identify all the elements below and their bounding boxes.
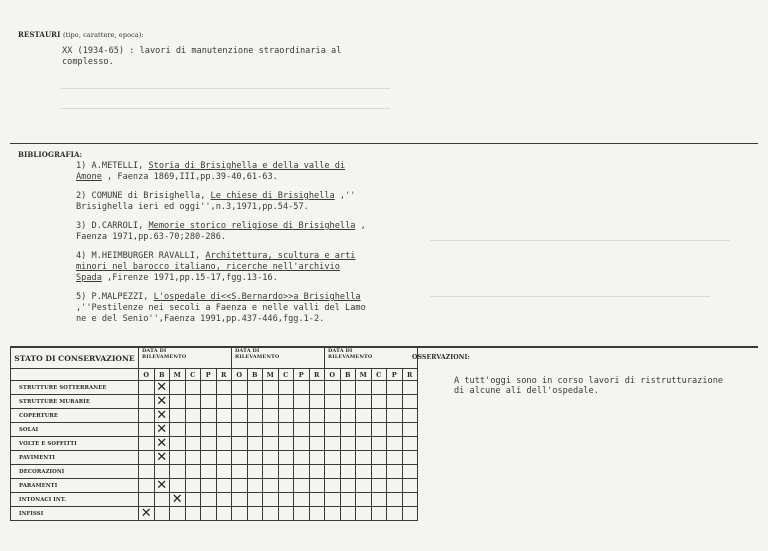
stato-cell-c[interactable]: [371, 465, 387, 479]
bibliografia-item: [76, 292, 396, 325]
stato-cell-o[interactable]: [139, 423, 155, 437]
stato-cell-p[interactable]: [387, 479, 403, 493]
stato-cell-r[interactable]: [216, 465, 232, 479]
bib-details: ,'' Brisighella ieri ed oggi'',n.3,1971,pp.54-57.: [76, 191, 356, 212]
bib-author: M.HEIMBURGER RAVALLI,: [91, 251, 206, 261]
stato-cell-m[interactable]: [356, 423, 372, 437]
stato-cell-p[interactable]: [201, 381, 217, 395]
stato-cell-p[interactable]: [201, 479, 217, 493]
stato-cell-c[interactable]: [185, 465, 201, 479]
stato-cell-p[interactable]: [201, 465, 217, 479]
stato-cell-m[interactable]: [356, 381, 372, 395]
stato-cell-b[interactable]: [154, 437, 170, 451]
stato-title: STATO DI CONSERVAZIONE: [11, 348, 139, 369]
bib-author: COMUNE di Brisighella,: [91, 191, 211, 201]
stato-cell-c[interactable]: [185, 507, 201, 521]
code-header-m: M: [263, 369, 279, 381]
stato-cell-o[interactable]: [139, 479, 155, 493]
stato-row: [11, 465, 418, 479]
stato-cell-c[interactable]: [278, 493, 294, 507]
bib-number: 3): [76, 221, 87, 231]
stato-cell-c[interactable]: [371, 381, 387, 395]
bleed-line: [430, 296, 710, 297]
stato-cell-p[interactable]: [387, 507, 403, 521]
stato-cell-b[interactable]: [340, 423, 356, 437]
code-header-c: C: [185, 369, 201, 381]
stato-cell-m[interactable]: [356, 493, 372, 507]
stato-cell-m[interactable]: [263, 381, 279, 395]
stato-cell-o[interactable]: [139, 493, 155, 507]
stato-cell-p[interactable]: [387, 451, 403, 465]
stato-cell-p[interactable]: [201, 423, 217, 437]
stato-cell-p[interactable]: [294, 451, 310, 465]
check-mark-icon: ✕: [156, 379, 168, 395]
stato-cell-r[interactable]: [309, 409, 325, 423]
stato-cell-p[interactable]: [294, 465, 310, 479]
stato-cell-o[interactable]: [139, 395, 155, 409]
stato-cell-r[interactable]: [216, 423, 232, 437]
data-rilevamento-2: [232, 348, 325, 369]
stato-cell-o[interactable]: [139, 409, 155, 423]
stato-cell-m[interactable]: [356, 451, 372, 465]
stato-cell-p[interactable]: [387, 465, 403, 479]
stato-cell-r[interactable]: [216, 437, 232, 451]
code-header-r: R: [402, 369, 418, 381]
bleed-line: [60, 88, 390, 89]
stato-cell-c[interactable]: [185, 423, 201, 437]
stato-cell-c[interactable]: [371, 437, 387, 451]
stato-cell-c[interactable]: [371, 395, 387, 409]
stato-row-label: COPERTURE: [11, 409, 139, 423]
check-mark-icon: ✕: [156, 421, 168, 437]
stato-row-label: STRUTTURE SOTTERRANEE: [11, 381, 139, 395]
stato-cell-m[interactable]: [263, 437, 279, 451]
group-label: DATA DI RILEVAMENTO: [142, 348, 187, 360]
stato-cell-c[interactable]: [371, 409, 387, 423]
stato-cell-m[interactable]: [263, 507, 279, 521]
stato-row: [11, 451, 418, 465]
stato-cell-b[interactable]: [247, 451, 263, 465]
bib-title: Architettura, scultura e arti minori nel barocco italiano, ricerche nell'archivio Spada: [76, 251, 356, 283]
stato-cell-p[interactable]: [201, 409, 217, 423]
code-header-r: R: [216, 369, 232, 381]
stato-cell-b[interactable]: [247, 409, 263, 423]
stato-cell-p[interactable]: [294, 479, 310, 493]
stato-cell-r[interactable]: [309, 381, 325, 395]
osservazioni-heading: OSSERVAZIONI:: [412, 354, 470, 361]
stato-cell-p[interactable]: [387, 395, 403, 409]
code-header-m: M: [170, 369, 186, 381]
bib-number: 5): [76, 292, 87, 302]
stato-cell-m[interactable]: [263, 409, 279, 423]
stato-cell-o[interactable]: [325, 437, 341, 451]
stato-row-label: INTONACI INT.: [11, 493, 139, 507]
stato-cell-b[interactable]: [247, 437, 263, 451]
stato-cell-r[interactable]: [216, 493, 232, 507]
check-mark-icon: ✕: [171, 491, 183, 507]
stato-cell-r[interactable]: [216, 395, 232, 409]
stato-cell-m[interactable]: [170, 381, 186, 395]
stato-cell-o[interactable]: [139, 381, 155, 395]
stato-rows: [11, 381, 418, 521]
stato-cell-p[interactable]: [294, 395, 310, 409]
code-header-b: B: [340, 369, 356, 381]
stato-cell-c[interactable]: [278, 437, 294, 451]
stato-cell-b[interactable]: [247, 465, 263, 479]
stato-cell-m[interactable]: [170, 479, 186, 493]
stato-cell-c[interactable]: [371, 451, 387, 465]
check-mark-icon: ✕: [156, 393, 168, 409]
stato-row: [11, 479, 418, 493]
stato-cell-c[interactable]: [278, 409, 294, 423]
stato-cell-o[interactable]: [232, 409, 248, 423]
data-rilevamento-3: [325, 348, 418, 369]
code-header-spacer: [11, 369, 139, 381]
stato-cell-m[interactable]: [170, 423, 186, 437]
stato-cell-c[interactable]: [371, 423, 387, 437]
stato-cell-m[interactable]: [356, 465, 372, 479]
stato-cell-c[interactable]: [185, 395, 201, 409]
stato-cell-m[interactable]: [263, 395, 279, 409]
check-mark-icon: ✕: [140, 505, 152, 521]
stato-cell-p[interactable]: [387, 493, 403, 507]
code-header-b: B: [154, 369, 170, 381]
stato-cell-c[interactable]: [278, 465, 294, 479]
bibliografia-item: [76, 251, 396, 284]
stato-cell-m[interactable]: [170, 493, 186, 507]
stato-cell-r[interactable]: [216, 451, 232, 465]
stato-cell-p[interactable]: [387, 437, 403, 451]
stato-cell-r[interactable]: [309, 479, 325, 493]
code-header-p: P: [294, 369, 310, 381]
stato-row: [11, 493, 418, 507]
stato-cell-r[interactable]: [216, 507, 232, 521]
stato-cell-o[interactable]: [232, 381, 248, 395]
code-header-o: O: [232, 369, 248, 381]
stato-row-label: PARAMENTI: [11, 479, 139, 493]
stato-cell-b[interactable]: [247, 479, 263, 493]
stato-cell-o[interactable]: [139, 465, 155, 479]
stato-cell-o[interactable]: [232, 493, 248, 507]
stato-cell-b[interactable]: [340, 437, 356, 451]
stato-cell-p[interactable]: [201, 493, 217, 507]
stato-row: [11, 381, 418, 395]
stato-cell-m[interactable]: [263, 465, 279, 479]
stato-cell-o[interactable]: [232, 423, 248, 437]
stato-cell-m[interactable]: [170, 437, 186, 451]
stato-cell-b[interactable]: [340, 409, 356, 423]
stato-row-label: VOLTE E SOFFITTI: [11, 437, 139, 451]
bib-title: Le chiese di Brisighella: [210, 191, 335, 201]
code-header-p: P: [387, 369, 403, 381]
stato-cell-m[interactable]: [356, 437, 372, 451]
bibliografia-item: [76, 161, 396, 183]
stato-cell-m[interactable]: [170, 395, 186, 409]
stato-cell-o[interactable]: [325, 493, 341, 507]
restauri-text: XX (1934-65) : lavori di manutenzione straordinaria al complesso.: [62, 46, 342, 67]
bib-details: ,Firenze 1971,pp.15-17,fgg.13-16.: [101, 273, 278, 283]
stato-cell-o[interactable]: [325, 465, 341, 479]
stato-cell-r[interactable]: [309, 451, 325, 465]
stato-row: [11, 507, 418, 521]
stato-cell-c[interactable]: [278, 395, 294, 409]
code-header-m: M: [356, 369, 372, 381]
stato-cell-b[interactable]: [247, 395, 263, 409]
bib-author: P.MALPEZZI,: [91, 292, 154, 302]
stato-cell-r[interactable]: [309, 395, 325, 409]
stato-row-label: INFISSI: [11, 507, 139, 521]
code-header-p: P: [201, 369, 217, 381]
stato-cell-b[interactable]: [340, 465, 356, 479]
bibliografia-item: [76, 191, 396, 213]
code-header-c: C: [371, 369, 387, 381]
stato-row-label: SOLAI: [11, 423, 139, 437]
stato-cell-b[interactable]: [154, 479, 170, 493]
stato-cell-p[interactable]: [387, 381, 403, 395]
stato-cell-m[interactable]: [356, 507, 372, 521]
stato-row: [11, 423, 418, 437]
stato-cell-o[interactable]: [232, 395, 248, 409]
stato-conservazione-table: [10, 347, 418, 521]
code-header-c: C: [278, 369, 294, 381]
stato-cell-m[interactable]: [356, 395, 372, 409]
stato-cell-m[interactable]: [356, 479, 372, 493]
stato-cell-b[interactable]: [154, 381, 170, 395]
bib-title: Memorie storico religiose di Brisighella: [148, 221, 356, 231]
code-header-o: O: [139, 369, 155, 381]
stato-cell-b[interactable]: [247, 381, 263, 395]
stato-cell-p[interactable]: [294, 381, 310, 395]
stato-cell-r[interactable]: [309, 437, 325, 451]
restauri-subtitle: (tipo, carattere, epoca):: [63, 31, 144, 39]
stato-cell-b[interactable]: [247, 507, 263, 521]
code-header-b: B: [247, 369, 263, 381]
stato-cell-m[interactable]: [170, 465, 186, 479]
check-mark-icon: ✕: [156, 449, 168, 465]
bib-number: 1): [76, 161, 87, 171]
stato-cell-c[interactable]: [185, 437, 201, 451]
code-header-row: [11, 369, 418, 381]
stato-cell-c[interactable]: [278, 423, 294, 437]
stato-cell-c[interactable]: [185, 381, 201, 395]
stato-cell-b[interactable]: [154, 409, 170, 423]
bibliografia-heading: BIBLIOGRAFIA:: [18, 150, 83, 159]
check-mark-icon: ✕: [156, 435, 168, 451]
stato-cell-p[interactable]: [387, 423, 403, 437]
bib-details: , Faenza 1971,pp.63-70;280-286.: [76, 221, 366, 242]
stato-cell-b[interactable]: [340, 493, 356, 507]
bib-author: A.METELLI,: [91, 161, 149, 171]
bibliografia-item: [76, 221, 396, 243]
stato-cell-p[interactable]: [387, 409, 403, 423]
restauri-title: RESTAURI: [18, 30, 61, 39]
group-label: DATA DI RILEVAMENTO: [235, 348, 280, 360]
stato-cell-m[interactable]: [263, 423, 279, 437]
osservazioni-box: [406, 347, 758, 548]
stato-cell-m[interactable]: [263, 479, 279, 493]
stato-cell-p[interactable]: [201, 451, 217, 465]
stato-cell-m[interactable]: [170, 507, 186, 521]
stato-cell-c[interactable]: [278, 507, 294, 521]
bib-details: , Faenza 1869,III,pp.39-40,61-63.: [101, 172, 278, 182]
stato-cell-r[interactable]: [216, 381, 232, 395]
stato-cell-o[interactable]: [325, 507, 341, 521]
stato-cell-o[interactable]: [232, 507, 248, 521]
bib-number: 2): [76, 191, 87, 201]
stato-cell-b[interactable]: [154, 493, 170, 507]
stato-cell-r[interactable]: [216, 409, 232, 423]
stato-cell-c[interactable]: [185, 479, 201, 493]
stato-cell-p[interactable]: [294, 507, 310, 521]
restauri-heading: [18, 30, 144, 39]
stato-cell-c[interactable]: [278, 451, 294, 465]
stato-cell-r[interactable]: [309, 507, 325, 521]
stato-cell-o[interactable]: [325, 423, 341, 437]
stato-cell-o[interactable]: [232, 437, 248, 451]
stato-cell-m[interactable]: [356, 409, 372, 423]
stato-cell-o[interactable]: [325, 381, 341, 395]
stato-cell-c[interactable]: [371, 507, 387, 521]
stato-cell-o[interactable]: [139, 451, 155, 465]
stato-cell-p[interactable]: [201, 437, 217, 451]
group-label: DATA DI RILEVAMENTO: [328, 348, 373, 360]
stato-cell-r[interactable]: [309, 465, 325, 479]
stato-cell-c[interactable]: [185, 493, 201, 507]
stato-cell-c[interactable]: [185, 451, 201, 465]
stato-cell-o[interactable]: [139, 437, 155, 451]
check-mark-icon: ✕: [156, 407, 168, 423]
stato-cell-b[interactable]: [154, 395, 170, 409]
stato-cell-m[interactable]: [170, 451, 186, 465]
stato-cell-o[interactable]: [139, 507, 155, 521]
stato-cell-b[interactable]: [247, 423, 263, 437]
stato-cell-b[interactable]: [154, 507, 170, 521]
check-mark-icon: ✕: [156, 477, 168, 493]
stato-cell-b[interactable]: [154, 451, 170, 465]
stato-cell-p[interactable]: [201, 395, 217, 409]
stato-row: [11, 437, 418, 451]
bleed-line: [60, 108, 390, 109]
stato-cell-o[interactable]: [325, 451, 341, 465]
stato-row: [11, 395, 418, 409]
bib-number: 4): [76, 251, 87, 261]
code-header-o: O: [325, 369, 341, 381]
stato-cell-m[interactable]: [263, 493, 279, 507]
stato-cell-p[interactable]: [294, 437, 310, 451]
bib-title: L'ospedale di<<S.Bernardo>>a Brisighella: [153, 292, 361, 302]
stato-cell-p[interactable]: [294, 423, 310, 437]
stato-cell-b[interactable]: [340, 451, 356, 465]
stato-cell-p[interactable]: [294, 409, 310, 423]
bib-title: Storia di Brisighella e della valle di Amone: [76, 161, 346, 182]
stato-cell-r[interactable]: [216, 479, 232, 493]
bib-author: D.CARROLI,: [91, 221, 149, 231]
stato-cell-m[interactable]: [263, 451, 279, 465]
stato-cell-b[interactable]: [340, 507, 356, 521]
stato-cell-m[interactable]: [170, 409, 186, 423]
stato-cell-b[interactable]: [340, 381, 356, 395]
bib-details: ,''Pestilenze nei secoli a Faenza e nelle valli del Lamo ne e del Senio'',Faenza 1991,pp.437-446,fgg.1-2.: [76, 303, 366, 324]
stato-cell-o[interactable]: [325, 395, 341, 409]
stato-cell-c[interactable]: [278, 479, 294, 493]
bleed-line: [430, 240, 730, 241]
data-rilevamento-1: [139, 348, 232, 369]
stato-cell-b[interactable]: [154, 465, 170, 479]
stato-cell-r[interactable]: [309, 423, 325, 437]
code-header-r: R: [309, 369, 325, 381]
stato-row-label: PAVIMENTI: [11, 451, 139, 465]
osservazioni-text: A tutt'oggi sono in corso lavori di ristrutturazione di alcune ali dell'ospedale.: [454, 376, 724, 396]
stato-cell-c[interactable]: [278, 381, 294, 395]
stato-cell-c[interactable]: [371, 493, 387, 507]
stato-row-label: STRUTTURE MURARIE: [11, 395, 139, 409]
stato-cell-r[interactable]: [309, 493, 325, 507]
stato-cell-p[interactable]: [201, 507, 217, 521]
stato-cell-p[interactable]: [294, 493, 310, 507]
stato-row: [11, 409, 418, 423]
stato-cell-b[interactable]: [340, 395, 356, 409]
section-divider: [10, 143, 758, 144]
stato-cell-o[interactable]: [232, 465, 248, 479]
stato-cell-o[interactable]: [325, 409, 341, 423]
stato-cell-b[interactable]: [247, 493, 263, 507]
stato-cell-c[interactable]: [185, 409, 201, 423]
stato-cell-o[interactable]: [232, 451, 248, 465]
stato-cell-o[interactable]: [232, 479, 248, 493]
stato-cell-o[interactable]: [325, 479, 341, 493]
stato-row-label: DECORAZIONI: [11, 465, 139, 479]
stato-cell-b[interactable]: [154, 423, 170, 437]
stato-cell-c[interactable]: [371, 479, 387, 493]
stato-cell-b[interactable]: [340, 479, 356, 493]
bibliografia-list: [76, 161, 396, 333]
